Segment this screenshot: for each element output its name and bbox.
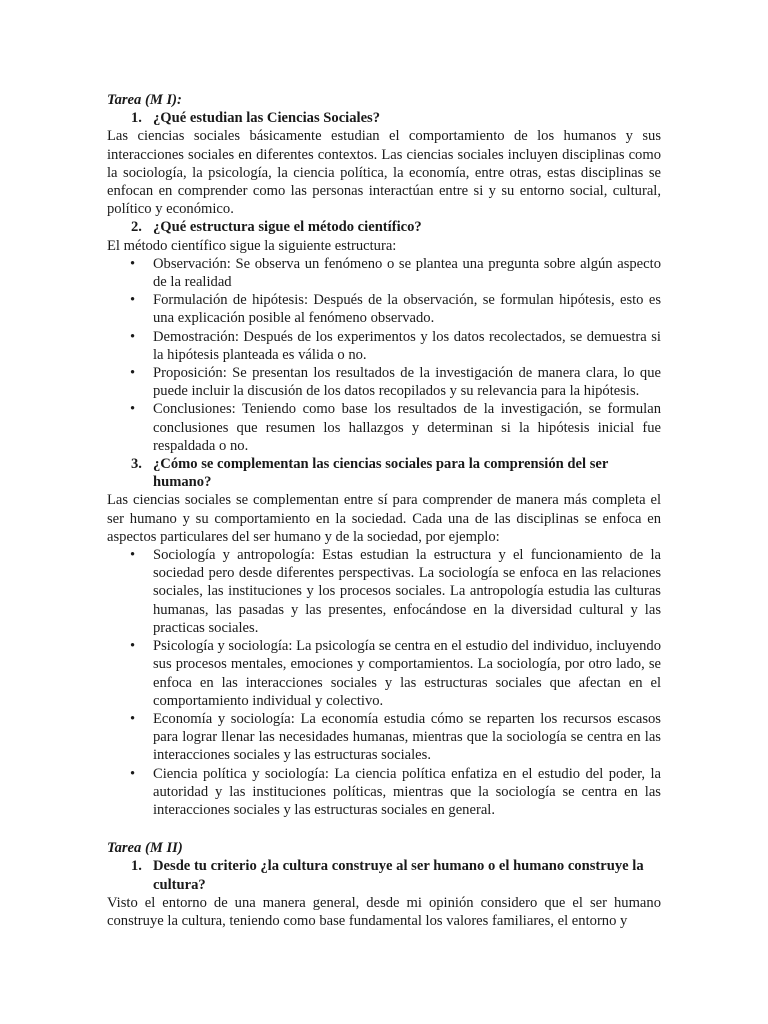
bullet-icon: • bbox=[130, 765, 136, 782]
question-number: 3. bbox=[131, 456, 142, 473]
question-1-m2 bbox=[107, 857, 661, 893]
bullet-icon: • bbox=[130, 638, 136, 655]
bullet-icon: • bbox=[130, 710, 136, 727]
list-item-text: Proposición: Se presentan los resultados de la investigación de manera clara, lo que puede incluir la discusión de los datos recopilados y su relevancia para la hipótesis. bbox=[153, 365, 661, 400]
question-2 bbox=[107, 218, 661, 236]
list-item-text: Psicología y sociología: La psicología se centra en el estudio del individuo, incluyendo sus procesos mentales, emociones y comportamientos. La sociología, por otro lado, se enfoca en las interacciones sociales y las estructuras sociales que afectan en el comportamiento individual y colectivo. bbox=[153, 638, 661, 709]
list-item bbox=[107, 328, 661, 364]
question-number: 2. bbox=[131, 219, 142, 236]
list-item-text: Conclusiones: Teniendo como base los resultados de la investigación, se formulan conclusiones que resumen los hallazgos y determinan si la hipótesis inicial fue respaldada o no. bbox=[153, 401, 661, 454]
section-title-m2: Tarea (M II) bbox=[107, 840, 183, 857]
list-item-text: Observación: Se observa un fenómeno o se plantea una pregunta sobre algún aspecto de la realidad bbox=[153, 255, 661, 291]
disciplines-list bbox=[107, 546, 661, 819]
document-page bbox=[107, 91, 661, 930]
answer-paragraph-3: Las ciencias sociales se complementan entre sí para comprender de manera más completa el ser humano y su comportamiento en la sociedad. Cada una de las disciplinas se enfoca en aspectos particulares del ser humano y de la sociedad, por ejemplo: bbox=[107, 492, 661, 545]
list-item bbox=[107, 765, 661, 820]
list-item-text: Sociología y antropología: Estas estudian la estructura y el funcionamiento de la sociedad pero desde diferentes perspectivas. La sociología se enfoca en las relaciones sociales, las instituciones y los procesos sociales. La antropología estudia las culturas humanas, las pasadas y las presentes, enfocándose en la diversidad cultural y las practicas sociales. bbox=[153, 547, 661, 636]
bullet-icon: • bbox=[130, 401, 136, 418]
question-text: Desde tu criterio ¿la cultura construye al ser humano o el humano construye la cultura? bbox=[153, 858, 644, 893]
list-item bbox=[107, 255, 661, 291]
list-item bbox=[107, 364, 661, 400]
method-steps-list bbox=[107, 255, 661, 455]
question-1 bbox=[107, 109, 661, 127]
list-item bbox=[107, 546, 661, 637]
section-spacer bbox=[107, 819, 661, 839]
bullet-icon: • bbox=[130, 328, 136, 345]
list-item bbox=[107, 291, 661, 327]
question-text: ¿Qué estructura sigue el método científico? bbox=[153, 219, 422, 236]
question-number: 1. bbox=[131, 858, 142, 875]
bullet-icon: • bbox=[130, 365, 136, 382]
answer-paragraph-2: El método científico sigue la siguiente estructura: bbox=[107, 237, 397, 254]
list-item-text: Ciencia política y sociología: La ciencia política enfatiza en el estudio del poder, la autoridad y las instituciones políticas, mientras que la sociología se centra en las interacciones sociales y las estructuras sociales en general. bbox=[153, 765, 661, 818]
list-item-text: Economía y sociología: La economía estudia cómo se reparten los recursos escasos para lograr llenar las necesidades humanas, mientras que la sociología se centra en las interacciones sociales y las estructuras sociales. bbox=[153, 710, 661, 764]
answer-paragraph-m2: Visto el entorno de una manera general, desde mi opinión considero que el ser humano construye la cultura, teniendo como base fundamental los valores familiares, el entorno y bbox=[107, 894, 661, 929]
section-title-m1: Tarea (M I): bbox=[107, 92, 182, 108]
list-item bbox=[107, 710, 661, 765]
list-item bbox=[107, 637, 661, 710]
question-3 bbox=[107, 455, 661, 491]
list-item-text: Demostración: Después de los experimentos y los datos recolectados, se demuestra si la hipótesis planteada es válida o no. bbox=[153, 328, 661, 363]
bullet-icon: • bbox=[130, 255, 136, 272]
answer-paragraph-1: Las ciencias sociales básicamente estudian el comportamiento de los humanos y sus interacciones sociales en diferentes contextos. Las ciencias sociales incluyen disciplinas como la sociología, la psicología, la ciencia política, la economía, entre otras, estas disciplinas se enfocan en comprender como las personas interactúan entre si y su entorno social, cultural, político y económico. bbox=[107, 128, 661, 218]
question-number: 1. bbox=[131, 110, 142, 127]
list-item-text: Formulación de hipótesis: Después de la observación, se formulan hipótesis, esto es una explicación posible al fenómeno observado. bbox=[153, 292, 661, 327]
question-text: ¿Qué estudian las Ciencias Sociales? bbox=[153, 110, 381, 127]
bullet-icon: • bbox=[130, 292, 136, 309]
list-item bbox=[107, 400, 661, 455]
question-text: ¿Cómo se complementan las ciencias sociales para la comprensión del ser humano? bbox=[153, 456, 609, 491]
bullet-icon: • bbox=[130, 547, 136, 564]
